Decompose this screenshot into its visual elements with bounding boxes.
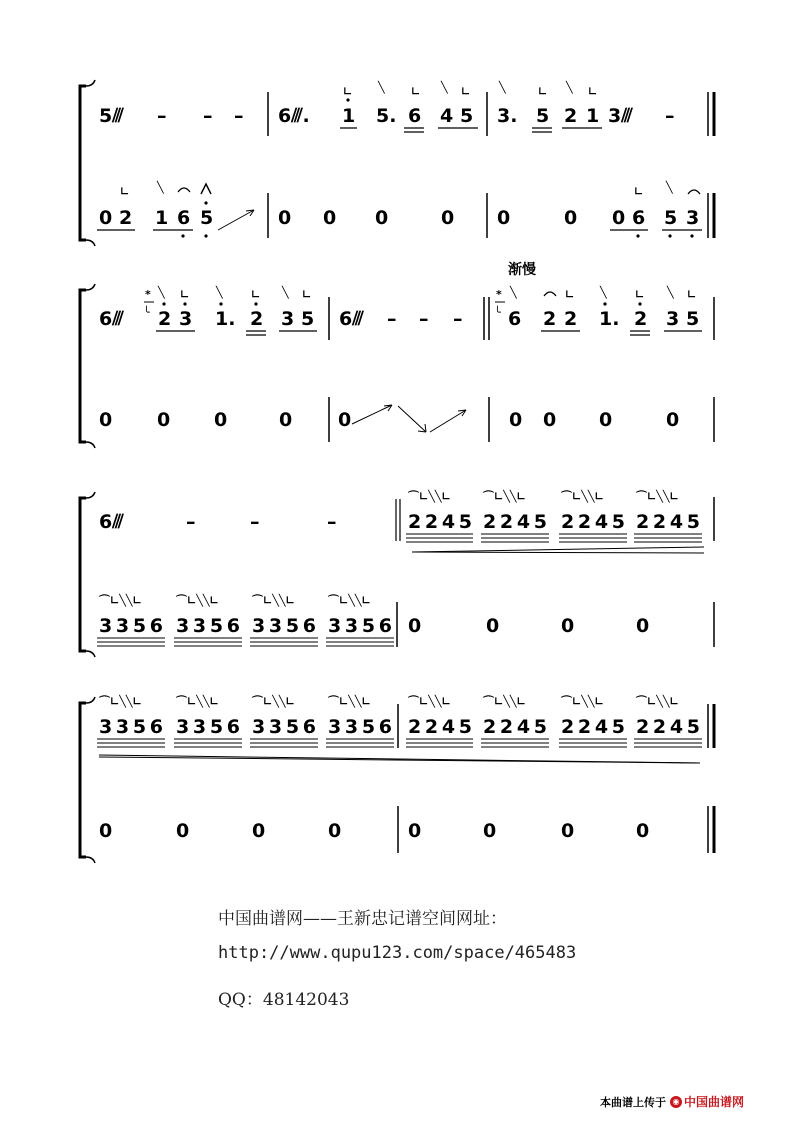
svg-text:╲: ╲ [158,286,165,299]
svg-text:∟: ∟ [461,85,471,98]
note: 0 [99,207,113,229]
svg-text:⌒∟╲╲∟: ⌒∟╲╲∟ [561,695,604,708]
note: 0 [636,615,650,637]
svg-text:*: * [145,288,151,301]
note: 0 [486,615,500,637]
note-group: 3356 [99,716,163,738]
note: 1 [586,105,600,127]
note: 1. [599,308,620,330]
note: 6⫻ [99,308,124,330]
system-bracket [80,290,86,442]
note: 6⫻. [278,105,310,127]
note: 5 [536,105,550,127]
note: 1. [215,308,236,330]
note: 0 [666,409,680,431]
logo-icon: ◉ [670,1096,682,1108]
svg-text:╲: ╲ [378,81,385,94]
note: 0 [561,615,575,637]
note: 5 [686,308,700,330]
note: 1 [155,207,169,229]
dash: – [203,105,213,127]
note: 5 [200,207,214,229]
system-bracket [80,498,86,651]
svg-text:╲: ╲ [499,81,506,94]
note: 2 [250,308,264,330]
note-group: 2245 [636,511,700,533]
note: 0 [561,820,575,842]
slide-arrow [430,410,466,432]
site-logo[interactable] [670,1093,744,1110]
note: 6⫻ [99,511,124,533]
svg-text:∟: ∟ [411,85,421,98]
slide-arrow [218,210,254,230]
svg-text:⌒∟╲╲∟: ⌒∟╲╲∟ [328,594,371,607]
note: 6⫻ [339,308,364,330]
note: 0 [497,207,511,229]
note: 0 [328,820,342,842]
slide-arrow [352,405,392,424]
note: 6 [632,207,646,229]
note: 0 [543,409,557,431]
svg-text:╲: ╲ [441,81,448,94]
note: 0 [564,207,578,229]
note: 0 [599,409,613,431]
svg-text:╲: ╲ [566,81,573,94]
tremolo-group [408,511,700,533]
svg-text:⌒∟╲╲∟: ⌒∟╲╲∟ [252,695,295,708]
upload-credit [600,1093,744,1110]
svg-text:⌒∟╲╲∟: ⌒∟╲╲∟ [561,490,604,503]
tempo-marking: 渐慢 [508,262,536,278]
note: 0 [408,615,422,637]
svg-text:⌒∟╲╲∟: ⌒∟╲╲∟ [328,695,371,708]
svg-text:╲: ╲ [666,181,673,194]
dash: – [250,511,260,533]
svg-text:╰: ╰ [143,306,150,319]
note: 5⫻ [99,105,124,127]
svg-text:∟: ∟ [565,288,575,301]
note: 0 [612,207,626,229]
tremolo-group [99,615,392,637]
note-group: 3356 [99,615,163,637]
svg-text:∟: ∟ [343,85,353,98]
footer-qq-line: QQ：48142043 [218,990,350,1010]
svg-text:∟: ∟ [251,288,261,301]
svg-text:∟: ∟ [588,85,598,98]
svg-text:╲: ╲ [510,286,517,299]
note: 2 [564,308,578,330]
note: 3 [666,308,680,330]
note: 6 [508,308,522,330]
note: 5. [376,105,397,127]
svg-text:∟: ∟ [687,288,697,301]
svg-text:⌒∟╲╲∟: ⌒∟╲╲∟ [99,695,142,708]
svg-text:⌒∟╲╲∟: ⌒∟╲╲∟ [483,490,526,503]
svg-text:∟: ∟ [634,185,644,198]
note: 5 [460,105,474,127]
svg-text:*: * [496,288,502,301]
system-bracket [80,86,86,240]
note: 3 [179,308,193,330]
note: 6 [177,207,191,229]
dash: – [157,105,167,127]
system-bracket [80,703,86,857]
note-group: 2245 [408,511,472,533]
svg-text:∟: ∟ [538,85,548,98]
system-1 [80,80,714,246]
note: 5 [664,207,678,229]
note: 6 [408,105,422,127]
note: 0 [99,409,113,431]
dash: – [665,105,675,127]
svg-text:⌒∟╲╲∟: ⌒∟╲╲∟ [408,490,451,503]
svg-text:╲: ╲ [600,286,607,299]
svg-text:⌒∟╲╲∟: ⌒∟╲╲∟ [408,695,451,708]
system-4 [80,694,714,863]
svg-text:∟: ∟ [635,288,645,301]
dash: – [419,308,429,330]
system-2 [80,261,714,448]
svg-text:╲: ╲ [157,181,164,194]
note: 0 [176,820,190,842]
note-group: 3356 [176,716,240,738]
svg-text:∟: ∟ [120,185,130,198]
note: 1 [342,105,356,127]
tremolo-group [99,716,700,738]
note-group: 2245 [483,716,547,738]
svg-text:⌒∟╲╲∟: ⌒∟╲╲∟ [252,594,295,607]
footer-url-link[interactable]: http://www.qupu123.com/space/465483 [218,943,577,963]
dash: – [453,308,463,330]
svg-text:⌒∟╲╲∟: ⌒∟╲╲∟ [176,594,219,607]
note: 2 [543,308,557,330]
note: 0 [408,820,422,842]
footer-site-line: 中国曲谱网——王新忠记谱空间网址： [218,909,507,929]
note: 0 [441,207,455,229]
svg-text:⌒∟╲╲∟: ⌒∟╲╲∟ [176,695,219,708]
note: 0 [278,207,292,229]
note-group: 2245 [483,511,547,533]
slide-arrow [398,406,426,432]
note-group: 3356 [252,716,316,738]
note: 0 [323,207,337,229]
note: 3 [686,207,700,229]
note-group: 2245 [561,511,625,533]
svg-text:╲: ╲ [282,286,289,299]
dash: – [387,308,397,330]
svg-text:⌒∟╲╲∟: ⌒∟╲╲∟ [483,695,526,708]
note-group: 2245 [561,716,625,738]
note: 0 [99,820,113,842]
svg-text:╲: ╲ [216,286,223,299]
note: 3. [497,105,518,127]
note: 0 [509,409,523,431]
note-group: 2245 [636,716,700,738]
dash: – [186,511,196,533]
note: 2 [119,207,133,229]
logo-text: 中国曲谱网 [684,1095,745,1109]
note: 0 [157,409,171,431]
note-group: 3356 [252,615,316,637]
note-group: 2245 [408,716,472,738]
note-group: 3356 [176,615,240,637]
note: 4 [440,105,454,127]
note: 0 [375,207,389,229]
note: 3⫻ [608,105,633,127]
note: 2 [158,308,172,330]
svg-text:╰: ╰ [494,306,501,319]
crescendo-hairpin [412,547,704,552]
svg-text:⌒∟╲╲∟: ⌒∟╲╲∟ [636,695,679,708]
note: 0 [214,409,228,431]
note: 2 [564,105,578,127]
dash: – [234,105,244,127]
note: 2 [634,308,648,330]
note: 0 [483,820,497,842]
upload-label: 本曲谱上传于 [600,1095,666,1109]
note: 5 [301,308,315,330]
svg-text:∟: ∟ [180,288,190,301]
svg-text:⌒∟╲╲∟: ⌒∟╲╲∟ [636,490,679,503]
note: 3 [281,308,295,330]
note-group: 3356 [328,615,392,637]
svg-text:⌒∟╲╲∟: ⌒∟╲╲∟ [99,594,142,607]
note: 0 [338,409,352,431]
dash: – [327,511,337,533]
svg-text:∟: ∟ [302,288,312,301]
system-3 [80,489,714,657]
note: 0 [252,820,266,842]
note: 0 [636,820,650,842]
note-group: 3356 [328,716,392,738]
note: 0 [279,409,293,431]
svg-text:╲: ╲ [667,286,674,299]
